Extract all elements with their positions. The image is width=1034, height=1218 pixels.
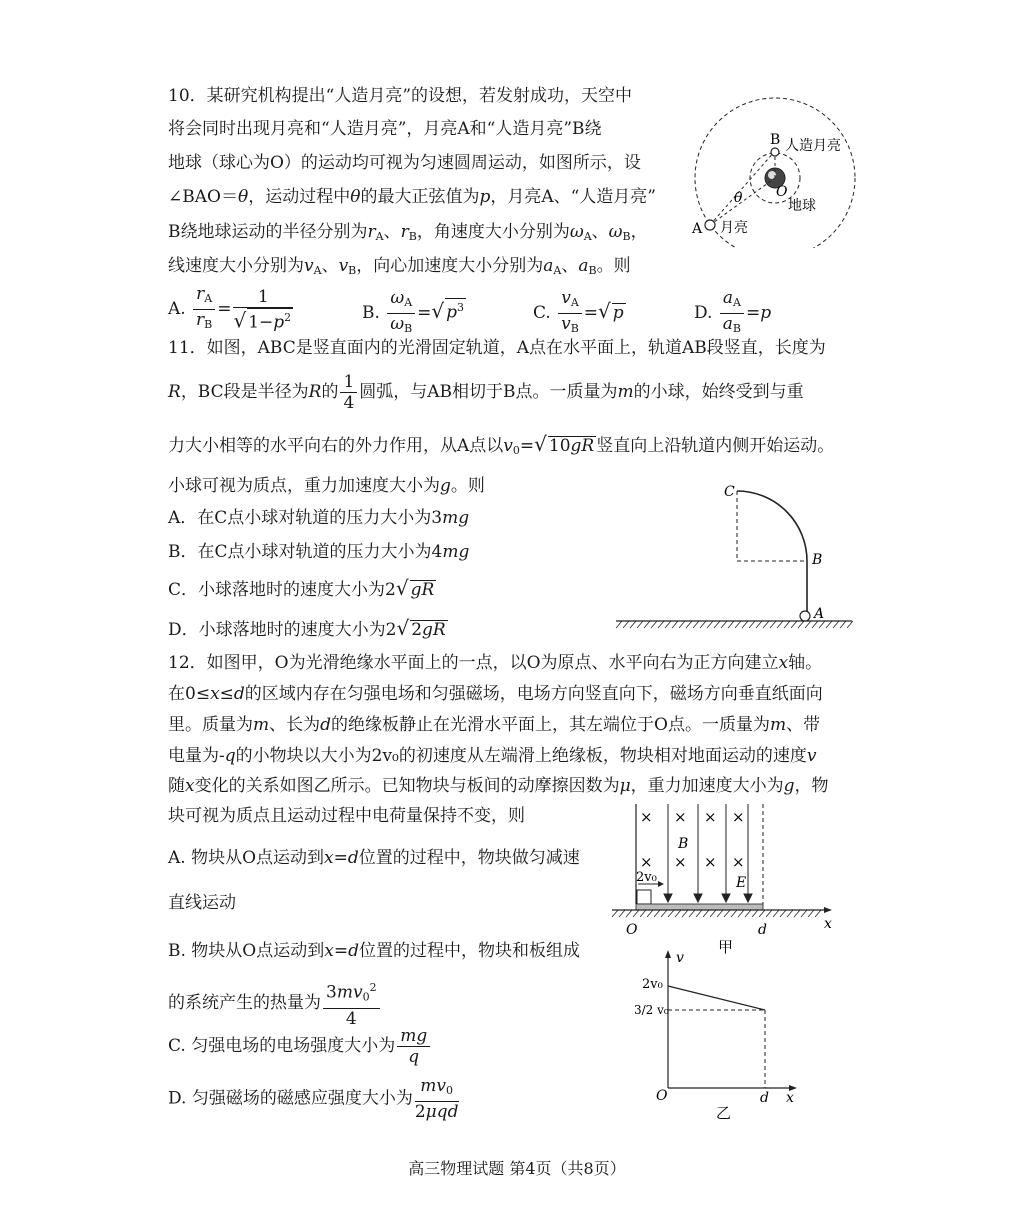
q10-option-c: C. $\frac{v_A}{v_B}$ =√ p bbox=[533, 288, 624, 335]
svg-text:×: × bbox=[674, 853, 687, 871]
svg-text:×: × bbox=[640, 853, 653, 871]
q12-option-a: A. 物块从O点运动到x=d位置的过程中，物块做匀减速 bbox=[168, 848, 580, 868]
q12-line-4: 电量为-q的小物块以大小为2v₀的初速度从左端滑上绝缘板，物块相对地面运动的速度v bbox=[168, 746, 817, 766]
label-b: B bbox=[770, 132, 781, 148]
q10-line-5: B绕地球运动的半径分别为$r_A$、$r_B$，角速度大小分别为$\omega_A$、$\omega_B$， bbox=[168, 222, 648, 243]
label-2v0: 2v₀ bbox=[642, 977, 663, 992]
q12-line-1: 12．如图甲，O为光滑绝缘水平面上的一点，以O为原点、水平向右为正方向建立x轴。 bbox=[168, 653, 823, 673]
caption-yi: 乙 bbox=[716, 1104, 732, 1121]
insulating-board bbox=[636, 904, 763, 910]
ground-hatch bbox=[616, 621, 853, 628]
q12-option-d: D. 匀强磁场的磁感应强度大小为 $\frac{mv_0}{\text{2μqd}}$ bbox=[168, 1076, 459, 1122]
q10-line-1: 10．某研究机构提出“人造月亮”的设想，若发射成功，天空中 bbox=[168, 86, 633, 106]
q11-line-1: 11．如图，ABC是竖直面内的光滑固定轨道，A点在水平面上，轨道AB段竖直，长度为 bbox=[168, 338, 826, 358]
q11-line-2: R，BC段是半径为R的 $\frac{1}{4}$ 圆弧，与AB相切于B点。一质量为m的小球，始终受到与重 bbox=[168, 372, 804, 413]
q12-line-2: 在0≤x≤d的区域内存在匀强电场和匀强磁场，电场方向竖直向下，磁场方向垂直纸面向 bbox=[168, 684, 823, 704]
q12-figure-jia bbox=[608, 800, 848, 960]
label-c: C bbox=[724, 484, 735, 500]
label-v: v bbox=[676, 950, 684, 966]
q10-option-b: B. $\frac{\omega_A}{\omega_B}$ =√ $p^3$ bbox=[362, 288, 465, 335]
svg-text:×: × bbox=[640, 808, 653, 826]
svg-text:×: × bbox=[732, 853, 745, 871]
q12-option-a-cont: 直线运动 bbox=[168, 893, 236, 913]
svg-text:×: × bbox=[674, 808, 687, 826]
point-b-icon bbox=[771, 148, 779, 156]
q10-option-a: A. $\frac{r_A}{r_B}$ = $\frac{1}{√ 1-p^2}$ bbox=[168, 284, 292, 333]
svg-text:×: × bbox=[732, 808, 745, 826]
svg-text:×: × bbox=[704, 853, 717, 871]
point-a-icon bbox=[705, 220, 715, 230]
q10-orbit-figure bbox=[690, 78, 860, 248]
q12-line-3: 里。质量为m、长为d的绝缘板静止在光滑水平面上，其左端位于O点。一质量为m、带 bbox=[168, 715, 821, 735]
label-d: d bbox=[758, 922, 767, 938]
label-o: O bbox=[626, 922, 638, 938]
q11-option-c: C．小球落地时的速度大小为2√ gR bbox=[168, 576, 435, 600]
block bbox=[637, 890, 651, 904]
line-ao bbox=[710, 178, 775, 225]
magnetic-field-crosses bbox=[640, 808, 745, 871]
label-moon: 月亮 bbox=[720, 220, 748, 236]
label-x: x bbox=[786, 1090, 794, 1106]
caption-jia: 甲 bbox=[718, 938, 734, 956]
label-a: A bbox=[692, 221, 703, 237]
q10-line-4: ∠BAO＝θ，运动过程中θ的最大正弦值为p，月亮A、“人造月亮” bbox=[168, 187, 657, 207]
label-d: d bbox=[760, 1090, 769, 1106]
label-b: B bbox=[812, 552, 823, 568]
q11-line-3: 力大小相等的水平向右的外力作用，从A点以$v_0=√$ 10gR 竖直向上沿轨道内侧开始运动。 bbox=[168, 432, 835, 457]
q11-line-4: 小球可视为质点，重力加速度大小为g。则 bbox=[168, 476, 485, 496]
q12-figure-yi bbox=[628, 946, 808, 1121]
q11-option-a: A．在C点小球对轨道的压力大小为3mg bbox=[168, 508, 470, 528]
ball-icon bbox=[800, 611, 810, 621]
label-a: A bbox=[814, 606, 825, 622]
label-1-5v0: 3/2 v₀ bbox=[634, 1003, 669, 1017]
track-abc bbox=[737, 491, 807, 614]
q10-option-d: D. $\frac{a_A}{a_B}$ =p bbox=[694, 288, 772, 335]
velocity-line bbox=[668, 986, 765, 1010]
q12-option-b: B. 物块从O点运动到x=d位置的过程中，物块和板组成 bbox=[168, 941, 580, 961]
q10-line-6: 线速度大小分别为$v_A$、$v_B$，向心加速度大小分别为$a_A$、$a_B$。则 bbox=[168, 256, 631, 277]
q10-line-3: 地球（球心为O）的运动均可视为匀速圆周运动，如图所示，设 bbox=[168, 153, 641, 173]
q10-line-2: 将会同时出现月亮和“人造月亮”，月亮A和“人造月亮”B绕 bbox=[168, 119, 602, 139]
q12-option-c: C. 匀强电场的电场强度大小为 $\frac{mg}{q}$ bbox=[168, 1026, 432, 1067]
q12-line-6: 块可视为质点且运动过程中电荷量保持不变，则 bbox=[168, 806, 525, 826]
label-initial-velocity: 2v₀ bbox=[636, 870, 657, 885]
q11-option-d: D．小球落地时的速度大小为2√ 2gR bbox=[168, 616, 446, 640]
label-o: O bbox=[776, 184, 788, 200]
label-o: O bbox=[656, 1088, 668, 1104]
label-x: x bbox=[824, 916, 832, 932]
q12-option-b-cont: 的系统产生的热量为 $\frac{3mv_0^2}{4}$ bbox=[168, 978, 382, 1029]
line-ab bbox=[710, 151, 775, 225]
label-b: B bbox=[678, 836, 689, 852]
q11-track-figure bbox=[612, 476, 862, 636]
label-earth: 地球 bbox=[788, 198, 816, 214]
label-e: E bbox=[736, 875, 747, 891]
ground-hatch bbox=[612, 910, 821, 917]
label-theta: θ bbox=[734, 190, 743, 206]
label-artificial-moon: 人造月亮 bbox=[785, 138, 841, 154]
svg-text:×: × bbox=[704, 808, 717, 826]
q12-line-5: 随x变化的关系如图乙所示。已知物块与板间的动摩擦因数为μ，重力加速度大小为g，物 bbox=[168, 776, 829, 796]
page-footer: 高三物理试题 第4页（共8页） bbox=[408, 1159, 626, 1178]
q11-option-b: B．在C点小球对轨道的压力大小为4mg bbox=[168, 542, 470, 562]
